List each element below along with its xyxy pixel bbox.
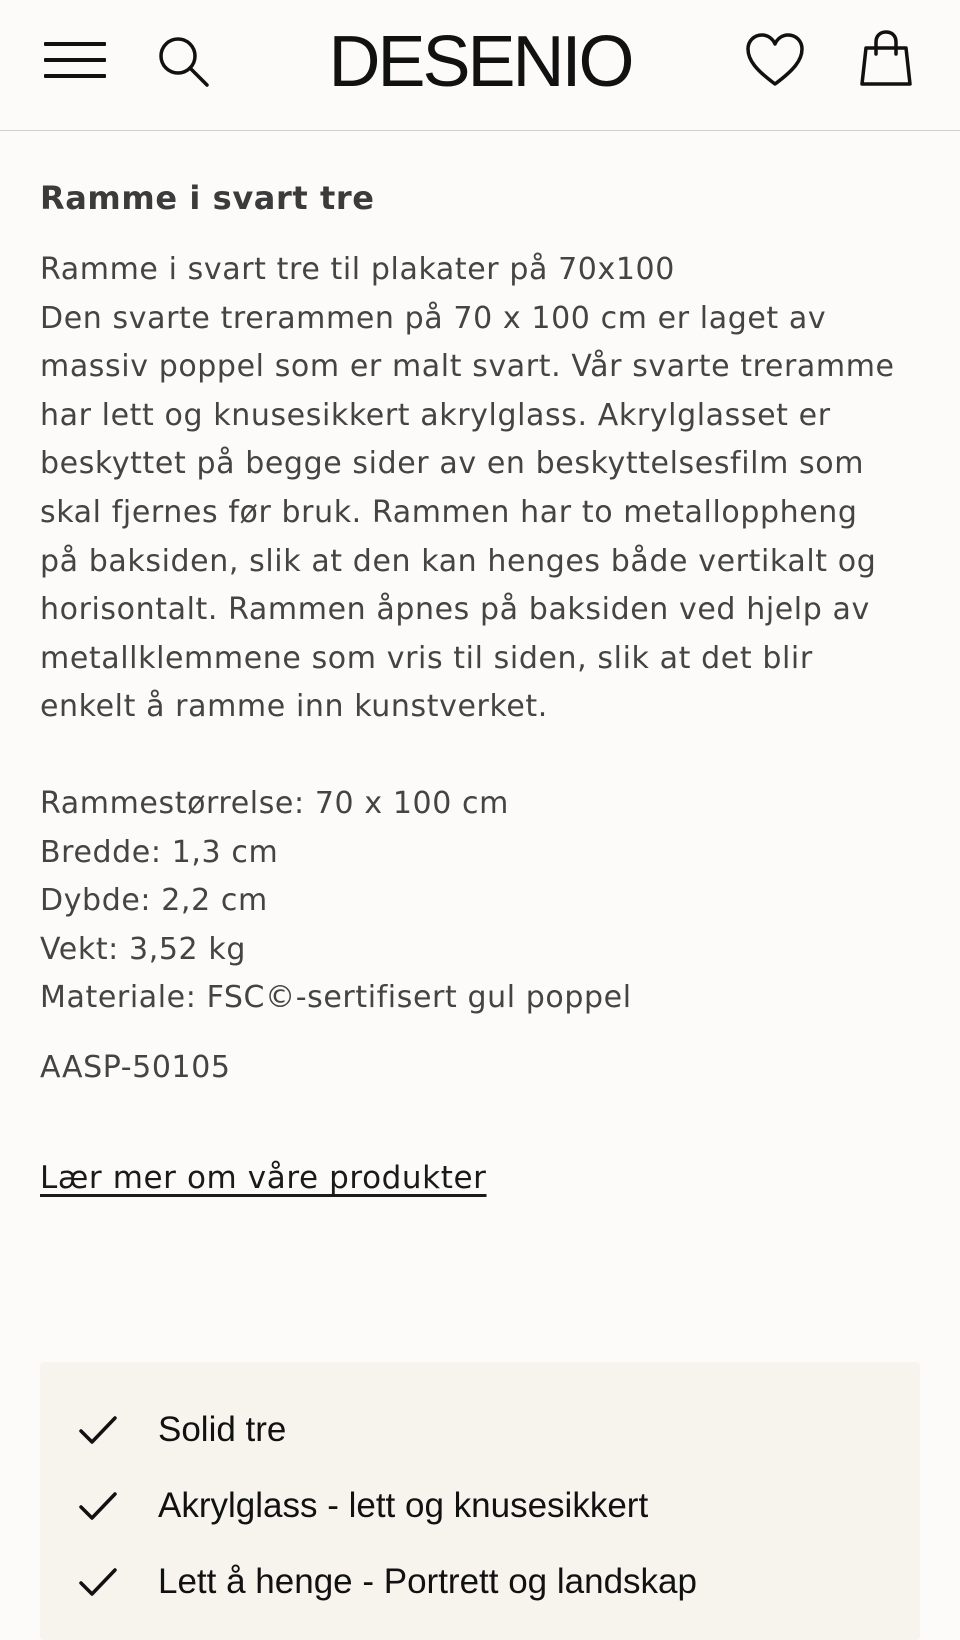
feature-label: Solid tre [158, 1410, 287, 1449]
check-icon [78, 1490, 118, 1522]
list-item [40, 1476, 920, 1536]
description-line: enkelt å ramme inn kunstverket. [40, 689, 548, 725]
shopping-bag-icon[interactable] [858, 30, 914, 88]
product-sku: AASP-50105 [40, 1050, 231, 1085]
description-line: skal fjernes før bruk. Rammen har to metalloppheng [40, 494, 858, 530]
spec-depth: Dybde: 2,2 cm [40, 883, 268, 919]
check-icon [78, 1566, 118, 1598]
description-line: beskyttet på begge sider av en beskyttelsesfilm som [40, 446, 865, 482]
spec-width: Bredde: 1,3 cm [40, 834, 279, 870]
product-specs [40, 780, 632, 1023]
search-icon[interactable] [156, 34, 212, 90]
description-line: Ramme i svart tre til plakater på 70x100 [40, 252, 675, 287]
top-header [0, 0, 960, 131]
feature-label: Akrylglass - lett og knusesikkert [158, 1486, 649, 1525]
list-item [40, 1400, 920, 1460]
feature-list [40, 1362, 920, 1640]
hamburger-menu-icon[interactable] [44, 40, 106, 80]
description-line: horisontalt. Rammen åpnes på baksiden ved hjelp av [40, 592, 870, 628]
spec-weight: Vekt: 3,52 kg [40, 931, 246, 967]
spec-frame-size: Rammestørrelse: 70 x 100 cm [40, 786, 509, 821]
description-line: har lett og knusesikkert akrylglass. Akrylglasset er [40, 397, 831, 433]
learn-more-link[interactable]: Lær mer om våre produkter [40, 1160, 487, 1196]
description-line: metallklemmene som vris til siden, slik at det blir [40, 640, 813, 676]
product-title: Ramme i svart tre [40, 179, 375, 217]
description-line: Den svarte trerammen på 70 x 100 cm er laget av [40, 300, 827, 336]
feature-label: Lett å henge - Portrett og landskap [158, 1562, 697, 1601]
description-line: massiv poppel som er malt svart. Vår svarte treramme [40, 349, 895, 385]
desenio-logo[interactable]: DESENIO [328, 22, 632, 102]
heart-icon[interactable] [744, 30, 806, 92]
list-item [40, 1552, 920, 1612]
product-description [40, 246, 920, 732]
check-icon [78, 1414, 118, 1446]
description-line: på baksiden, slik at den kan henges både vertikalt og [40, 543, 877, 579]
spec-material: Materiale: FSC©-sertifisert gul poppel [40, 980, 632, 1016]
